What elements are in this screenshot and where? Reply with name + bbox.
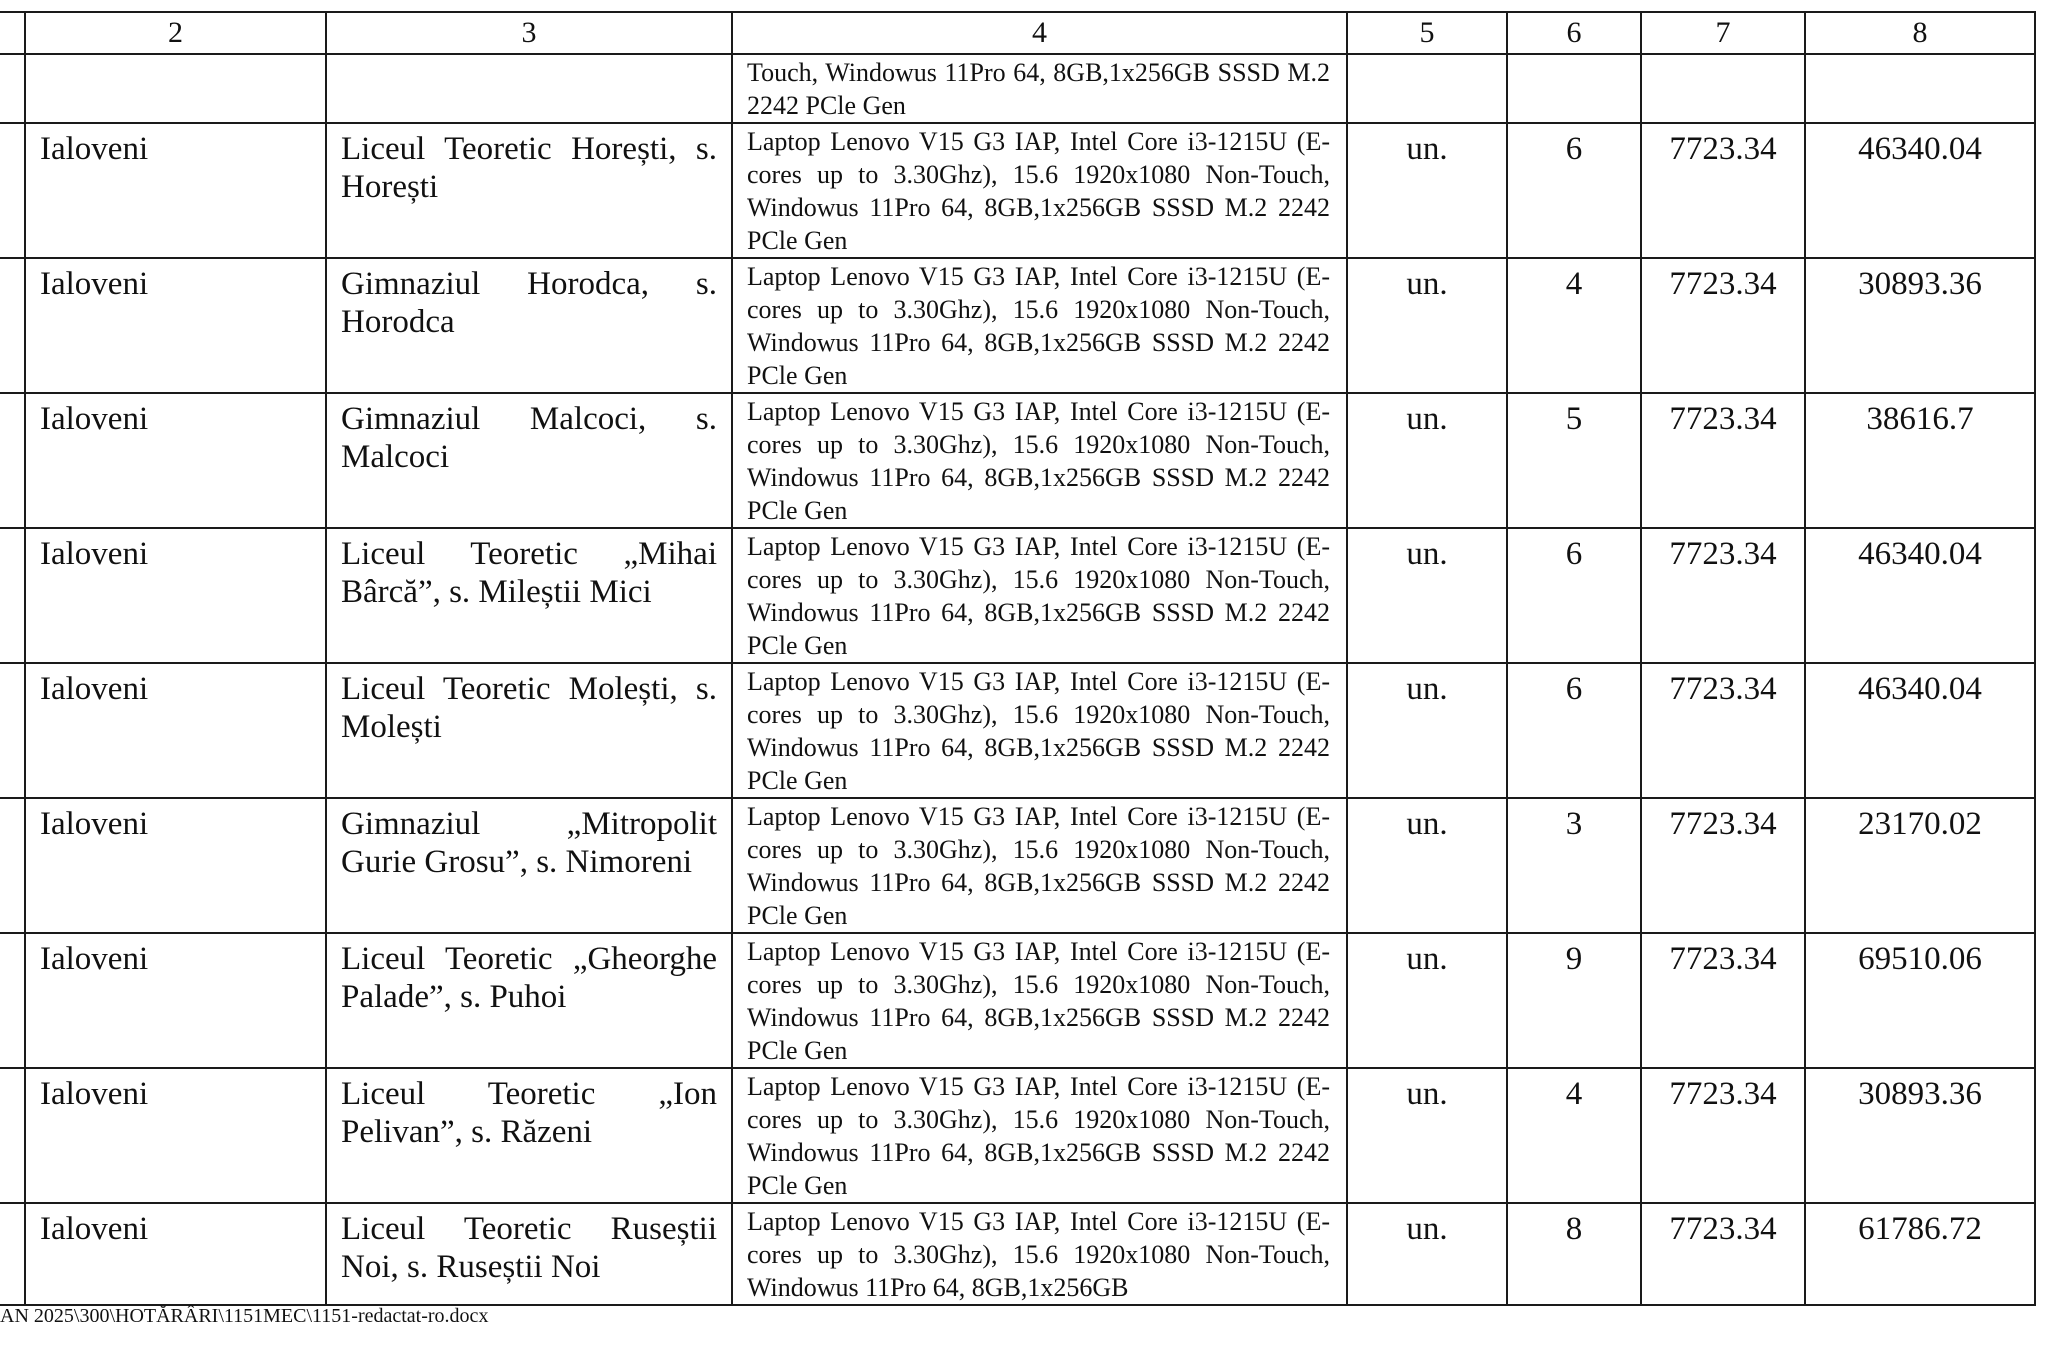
total-cell: 46340.04 xyxy=(1805,663,2035,798)
header-cell: 7 xyxy=(1641,12,1805,54)
row-edge-cell xyxy=(0,258,25,393)
total-cell xyxy=(1805,54,2035,123)
district-cell xyxy=(25,54,326,123)
row-edge-cell xyxy=(0,1203,25,1305)
school-cell: Liceul Teoretic Molești, s. Molești xyxy=(326,663,732,798)
price-cell xyxy=(1641,54,1805,123)
total-cell: 46340.04 xyxy=(1805,528,2035,663)
price-cell: 7723.34 xyxy=(1641,1068,1805,1203)
description-cell: Touch, Windowus 11Pro 64, 8GB,1x256GB SSSD M.2 2242 PCle Gen xyxy=(732,54,1347,123)
district-cell: Ialoveni xyxy=(25,258,326,393)
price-cell: 7723.34 xyxy=(1641,528,1805,663)
price-cell: 7723.34 xyxy=(1641,393,1805,528)
table-row xyxy=(0,798,2035,933)
row-edge-cell xyxy=(0,393,25,528)
unit-cell: un. xyxy=(1347,393,1507,528)
price-cell: 7723.34 xyxy=(1641,258,1805,393)
row-edge-cell xyxy=(0,663,25,798)
school-cell: Liceul Teoretic „Gheorghe Palade”, s. Puhoi xyxy=(326,933,732,1068)
row-edge-cell xyxy=(0,1068,25,1203)
quantity-cell: 6 xyxy=(1507,663,1641,798)
quantity-cell: 5 xyxy=(1507,393,1641,528)
description-cell: Laptop Lenovo V15 G3 IAP, Intel Core i3-1215U (E-cores up to 3.30Ghz), 15.6 1920x1080 Non-Touch, Windowus 11Pro 64, 8GB,1x256GB SSSD M.2 2242 PCle Gen xyxy=(732,393,1347,528)
price-cell: 7723.34 xyxy=(1641,123,1805,258)
description-cell: Laptop Lenovo V15 G3 IAP, Intel Core i3-1215U (E-cores up to 3.30Ghz), 15.6 1920x1080 Non-Touch, Windowus 11Pro 64, 8GB,1x256GB SSSD M.2 2242 PCle Gen xyxy=(732,258,1347,393)
district-cell: Ialoveni xyxy=(25,123,326,258)
description-cell: Laptop Lenovo V15 G3 IAP, Intel Core i3-1215U (E-cores up to 3.30Ghz), 15.6 1920x1080 Non-Touch, Windowus 11Pro 64, 8GB,1x256GB SSSD M.2 2242 PCle Gen xyxy=(732,933,1347,1068)
description-cell: Laptop Lenovo V15 G3 IAP, Intel Core i3-1215U (E-cores up to 3.30Ghz), 15.6 1920x1080 Non-Touch, Windowus 11Pro 64, 8GB,1x256GB SSSD M.2 2242 PCle Gen xyxy=(732,1068,1347,1203)
school-cell: Liceul Teoretic Horești, s. Horești xyxy=(326,123,732,258)
school-cell: Liceul Teoretic Ruseștii Noi, s. Ruseștii Noi xyxy=(326,1203,732,1305)
district-cell: Ialoveni xyxy=(25,528,326,663)
table-row xyxy=(0,528,2035,663)
quantity-cell: 4 xyxy=(1507,258,1641,393)
district-cell: Ialoveni xyxy=(25,393,326,528)
table-row xyxy=(0,1203,2035,1305)
table-row xyxy=(0,663,2035,798)
row-edge-cell xyxy=(0,54,25,123)
total-cell: 30893.36 xyxy=(1805,258,2035,393)
unit-cell: un. xyxy=(1347,663,1507,798)
total-cell: 46340.04 xyxy=(1805,123,2035,258)
header-cell: 3 xyxy=(326,12,732,54)
quantity-cell: 6 xyxy=(1507,528,1641,663)
district-cell: Ialoveni xyxy=(25,1068,326,1203)
quantity-cell: 4 xyxy=(1507,1068,1641,1203)
quantity-cell: 8 xyxy=(1507,1203,1641,1305)
unit-cell: un. xyxy=(1347,528,1507,663)
price-cell: 7723.34 xyxy=(1641,933,1805,1068)
school-cell: Gimnaziul Malcoci, s. Malcoci xyxy=(326,393,732,528)
school-cell xyxy=(326,54,732,123)
row-edge-cell xyxy=(0,798,25,933)
district-cell: Ialoveni xyxy=(25,933,326,1068)
description-cell: Laptop Lenovo V15 G3 IAP, Intel Core i3-1215U (E-cores up to 3.30Ghz), 15.6 1920x1080 Non-Touch, Windowus 11Pro 64, 8GB,1x256GB SSSD M.2 2242 PCle Gen xyxy=(732,123,1347,258)
school-cell: Gimnaziul Horodca, s. Horodca xyxy=(326,258,732,393)
header-cell: 6 xyxy=(1507,12,1641,54)
table-row xyxy=(0,258,2035,393)
table-header-row xyxy=(0,12,2035,54)
row-edge-cell xyxy=(0,528,25,663)
school-cell: Liceul Teoretic „Mihai Bârcă”, s. Mileștii Mici xyxy=(326,528,732,663)
header-cell: 4 xyxy=(732,12,1347,54)
table-row xyxy=(0,1068,2035,1203)
header-cell: 8 xyxy=(1805,12,2035,54)
district-cell: Ialoveni xyxy=(25,663,326,798)
quantity-cell: 6 xyxy=(1507,123,1641,258)
unit-cell: un. xyxy=(1347,1068,1507,1203)
row-edge-cell xyxy=(0,933,25,1068)
description-cell: Laptop Lenovo V15 G3 IAP, Intel Core i3-1215U (E-cores up to 3.30Ghz), 15.6 1920x1080 Non-Touch, Windowus 11Pro 64, 8GB,1x256GB SSSD M.2 2242 PCle Gen xyxy=(732,663,1347,798)
total-cell: 23170.02 xyxy=(1805,798,2035,933)
quantity-cell xyxy=(1507,54,1641,123)
unit-cell: un. xyxy=(1347,123,1507,258)
header-cell: 2 xyxy=(25,12,326,54)
price-cell: 7723.34 xyxy=(1641,1203,1805,1305)
quantity-cell: 9 xyxy=(1507,933,1641,1068)
procurement-table xyxy=(0,11,2036,1306)
total-cell: 30893.36 xyxy=(1805,1068,2035,1203)
unit-cell: un. xyxy=(1347,933,1507,1068)
district-cell: Ialoveni xyxy=(25,1203,326,1305)
table-row xyxy=(0,123,2035,258)
unit-cell: un. xyxy=(1347,798,1507,933)
total-cell: 38616.7 xyxy=(1805,393,2035,528)
unit-cell: un. xyxy=(1347,1203,1507,1305)
description-cell: Laptop Lenovo V15 G3 IAP, Intel Core i3-1215U (E-cores up to 3.30Ghz), 15.6 1920x1080 Non-Touch, Windowus 11Pro 64, 8GB,1x256GB SSSD M.2 2242 PCle Gen xyxy=(732,528,1347,663)
total-cell: 61786.72 xyxy=(1805,1203,2035,1305)
unit-cell xyxy=(1347,54,1507,123)
table-row xyxy=(0,54,2035,123)
row-edge-cell xyxy=(0,123,25,258)
price-cell: 7723.34 xyxy=(1641,798,1805,933)
table-row xyxy=(0,933,2035,1068)
table-row xyxy=(0,393,2035,528)
district-cell: Ialoveni xyxy=(25,798,326,933)
header-cell xyxy=(0,12,25,54)
header-cell: 5 xyxy=(1347,12,1507,54)
school-cell: Gimnaziul „Mitropolit Gurie Grosu”, s. Nimoreni xyxy=(326,798,732,933)
quantity-cell: 3 xyxy=(1507,798,1641,933)
total-cell: 69510.06 xyxy=(1805,933,2035,1068)
school-cell: Liceul Teoretic „Ion Pelivan”, s. Răzeni xyxy=(326,1068,732,1203)
file-path-footer: AN 2025\300\HOTĂRÂRI\1151MEC\1151-redactat-ro.docx xyxy=(0,1305,489,1327)
unit-cell: un. xyxy=(1347,258,1507,393)
price-cell: 7723.34 xyxy=(1641,663,1805,798)
description-cell: Laptop Lenovo V15 G3 IAP, Intel Core i3-1215U (E-cores up to 3.30Ghz), 15.6 1920x1080 Non-Touch, Windowus 11Pro 64, 8GB,1x256GB xyxy=(732,1203,1347,1305)
description-cell: Laptop Lenovo V15 G3 IAP, Intel Core i3-1215U (E-cores up to 3.30Ghz), 15.6 1920x1080 Non-Touch, Windowus 11Pro 64, 8GB,1x256GB SSSD M.2 2242 PCle Gen xyxy=(732,798,1347,933)
